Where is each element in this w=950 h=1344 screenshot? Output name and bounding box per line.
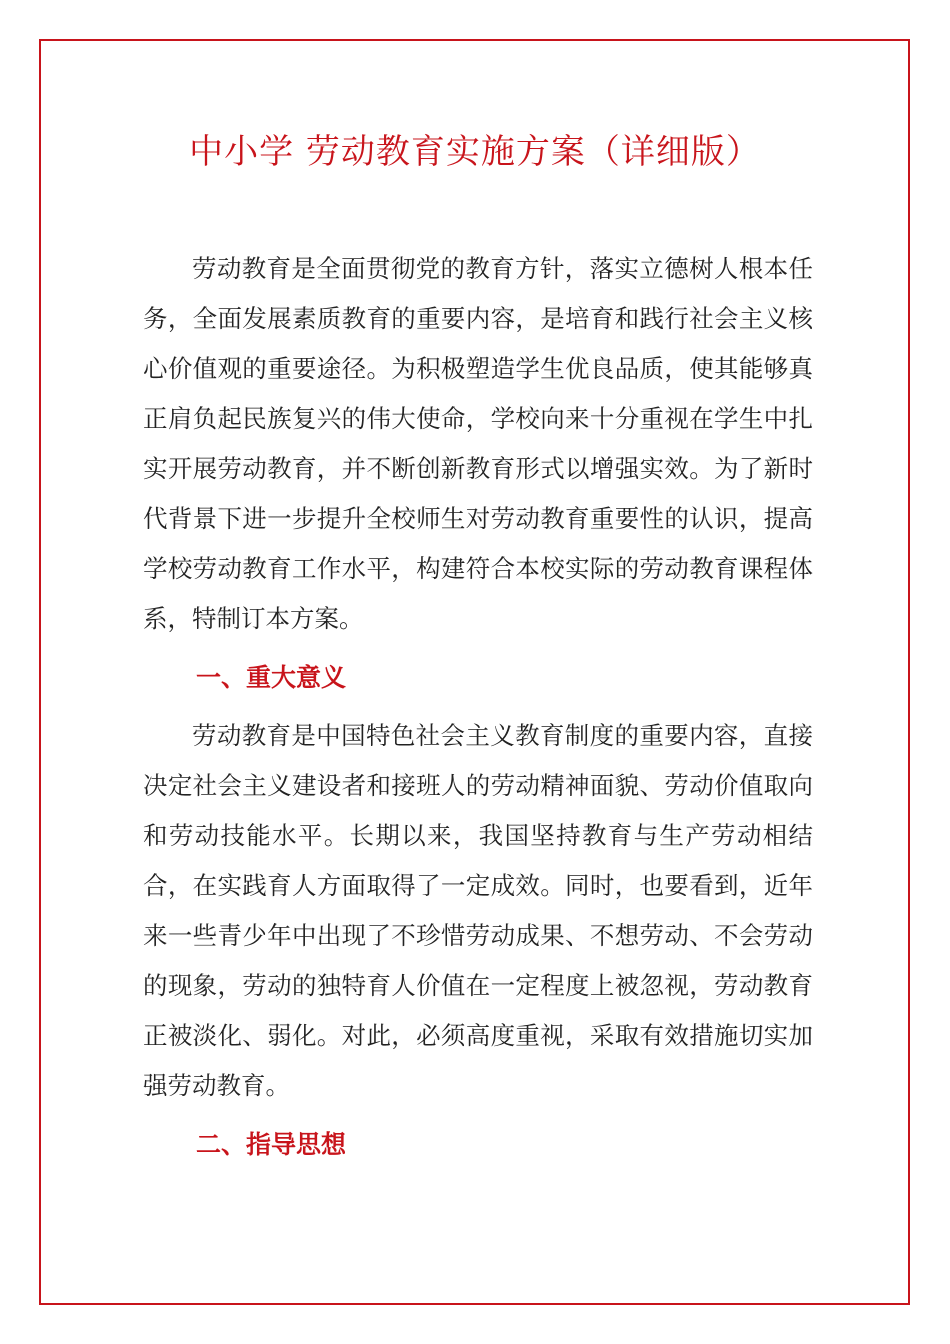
intro-paragraph: 劳动教育是全面贯彻党的教育方针，落实立德树人根本任务，全面发展素质教育的重要内容，是培育和践行社会主义核心价值观的重要途径。为积极塑造学生优良品质，使其能够真正肩负起民族复兴的伟大使命，学校向来十分重视在学生中扎实开展劳动教育，并不断创新教育形式以增强实效。为了新时代背景下进一步提升全校师生对劳动教育重要性的认识，提高学校劳动教育工作水平，构建符合本校实际的劳动教育课程体系，特制订本方案。 [143, 254, 813, 633]
section-heading-significance: 一、重大意义 [196, 663, 347, 692]
section-heading-guiding-ideology: 二、指导思想 [196, 1130, 347, 1159]
document-body [143, 244, 813, 1170]
section-body-significance: 劳动教育是中国特色社会主义教育制度的重要内容，直接决定社会主义建设者和接班人的劳动精神面貌、劳动价值取向和劳动技能水平。长期以来，我国坚持教育与生产劳动相结合，在实践育人方面取得了一定成效。同时，也要看到，近年来一些青少年中出现了不珍惜劳动成果、不想劳动、不会劳动的现象，劳动的独特育人价值在一定程度上被忽视，劳动教育正被淡化、弱化。对此，必须高度重视，采取有效措施切实加强劳动教育。 [143, 721, 813, 1100]
document-title: 中小学 劳动教育实施方案（详细版） [189, 132, 761, 172]
